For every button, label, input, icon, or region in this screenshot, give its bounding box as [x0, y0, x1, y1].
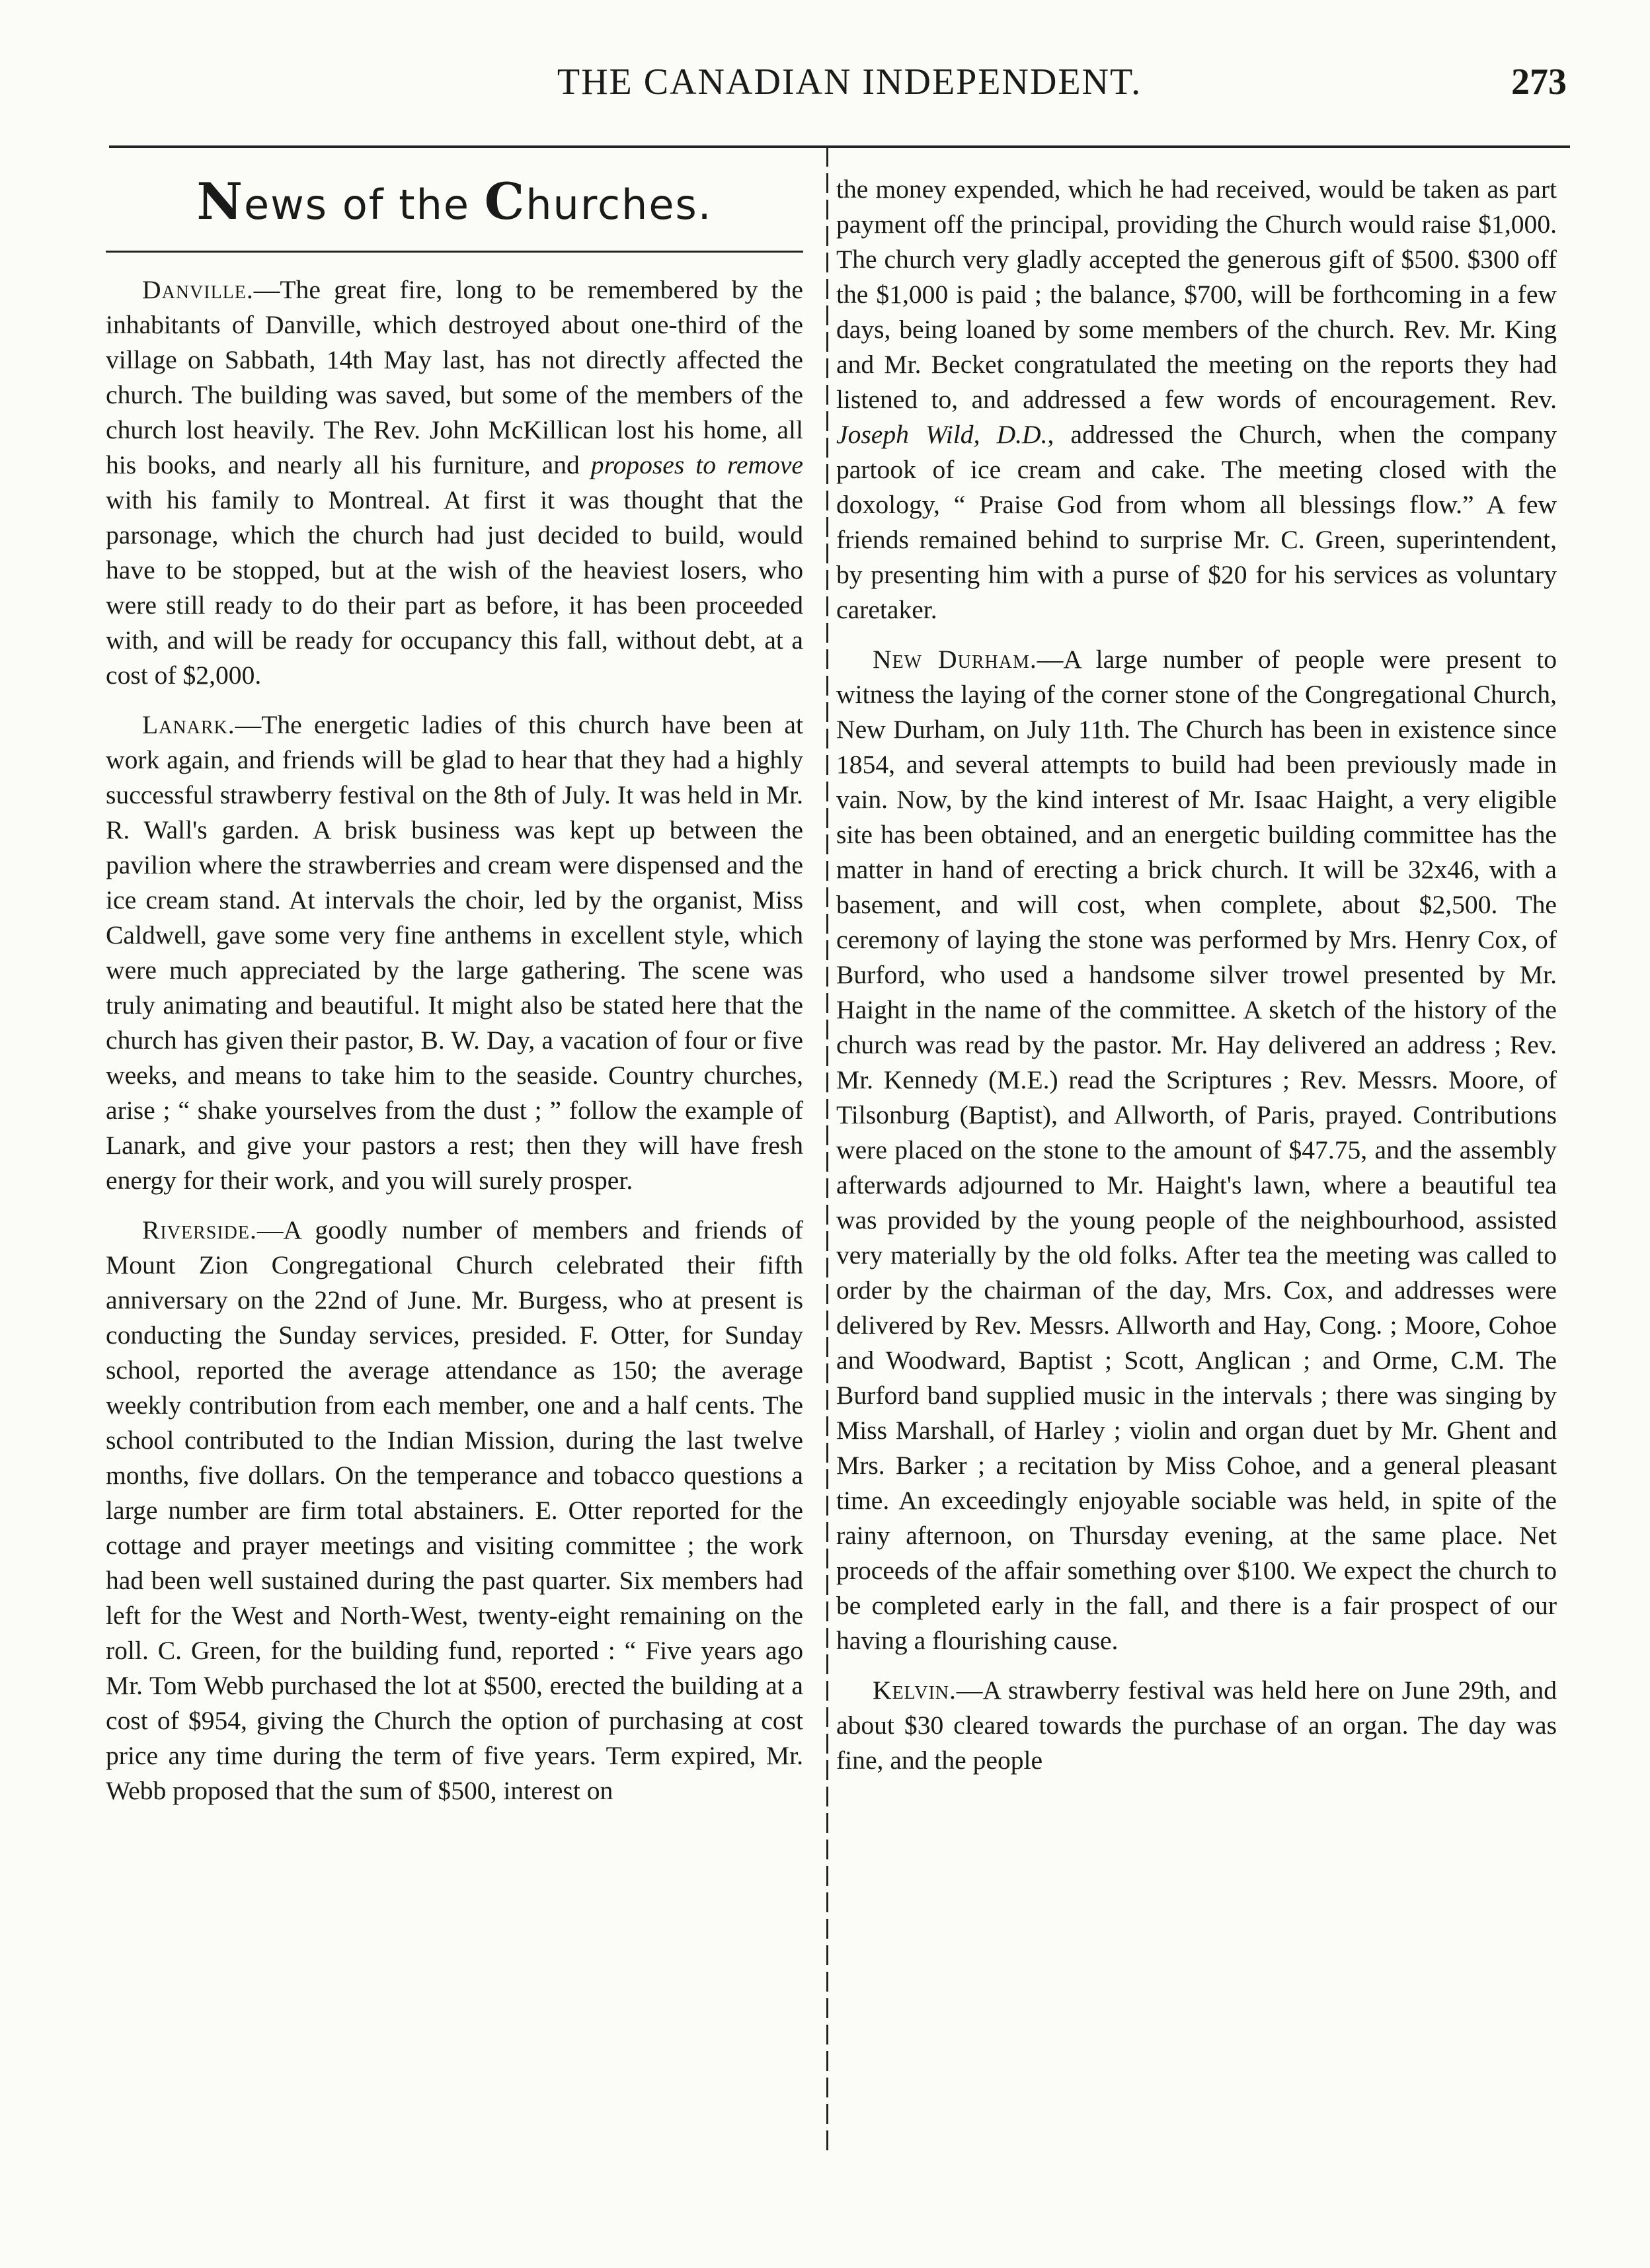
- article-text-riverside: —A goodly number of members and friends of Mount Zion Congregational Church celebrated their fifth anniversary on the 22nd of June. Mr. Burgess, who at present is conducting the Sunday services, presided. F. Otter, for Sunday school, reported the average attendance as 150; the average weekly contribution from each member, one and a half cents. The school contributed to the Indian Mission, during the last twelve months, five dollars. On the temperance and tobacco questions a large number are firm total abstainers. E. Otter reported for the cottage and prayer meetings and visiting committee ; the work had been well sustained during the past quarter. Six members had left for the West and North-West, twenty-eight remaining on the roll. C. Green, for the building fund, reported : “ Five years ago Mr. Tom Webb purchased the lot at $500, erected the building at a cost of $954, giving the Church the option of purchasing at cost price any time during the term of five years. Term expired, Mr. Webb proposed that the sum of $500, interest on: [106, 1215, 803, 1805]
- article-text-kelvin: —A strawberry festival was held here on June 29th, and about $30 cleared towards the purchase of an organ. The day was fine, and the people: [836, 1676, 1557, 1775]
- section-title-initial-n: N: [196, 172, 244, 231]
- header-rule: [109, 145, 1570, 148]
- article-riverside-continued: [836, 172, 1557, 628]
- article-kelvin: [836, 1673, 1557, 1778]
- article-place-new-durham: New Durham.: [873, 645, 1037, 674]
- section-title-part-2: hurches.: [526, 181, 713, 229]
- article-place-lanark: Lanark.: [142, 710, 235, 739]
- publication-title: THE CANADIAN INDEPENDENT.: [557, 61, 1142, 102]
- running-head: [139, 61, 1567, 114]
- page-number: 273: [1511, 61, 1567, 102]
- article-new-durham: [836, 642, 1557, 1658]
- column-divider: [826, 147, 828, 2157]
- section-title: [106, 172, 803, 253]
- article-riverside: [106, 1213, 803, 1808]
- article-place-kelvin: Kelvin.: [873, 1676, 957, 1705]
- article-text-danville-italic: proposes to remove: [590, 450, 803, 479]
- article-text-danville-1: —The great fire, long to be remembered by the inhabitants of Danville, which destroyed about one-third of the village on Sabbath, 14th May last, has not directly affected the church. The building was saved, but some of the members of the church lost heavily. The Rev. John McKillican lost his home, all his books, and nearly all his furniture, and: [106, 275, 803, 479]
- article-text-new-durham: —A large number of people were present to witness the laying of the corner stone of the Congregational Church, New Durham, on July 11th. The Church has been in existence since 1854, and several attempts to build had been previously made in vain. Now, by the kind interest of Mr. Isaac Haight, a very eligible site has been obtained, and an energetic building committee has the matter in hand of erecting a brick church. It will be 32x46, with a basement, and will cost, when complete, about $2,500. The ceremony of laying the stone was performed by Mrs. Henry Cox, of Burford, who used a handsome silver trowel presented by Mr. Haight in the name of the committee. A sketch of the history of the church was read by the pastor. Mr. Hay delivered an address ; Rev. Mr. Kennedy (M.E.) read the Scriptures ; Rev. Messrs. Moore, of Tilsonburg (Baptist), and Allworth, of Paris, prayed. Contributions were placed on the stone to the amount of $47.75, and the assembly afterwards adjourned to Mr. Haight's lawn, where a beautiful tea was provided by the young people of the neighbourhood, assisted very materially by the old folks. After tea the meeting was called to order by the chairman of the day, Mrs. Cox, and addresses were delivered by Rev. Messrs. Allworth and Hay, Cong. ; Moore, Cohoe and Woodward, Baptist ; Scott, Anglican ; and Orme, C.M. The Burford band supplied music in the intervals ; there was singing by Miss Marshall, of Harley ; violin and organ duet by Mr. Ghent and Mrs. Barker ; a recitation by Miss Cohoe, and a general pleasant time. An exceedingly enjoyable sociable was held, in spite of the rainy afternoon, on Thursday evening, at the same place. Net proceeds of the affair something over $100. We expect the church to be completed early in the fall, and there is a fair prospect of our having a flourishing cause.: [836, 645, 1557, 1655]
- article-place-danville: Danville.: [142, 275, 254, 304]
- section-title-initial-c: C: [484, 172, 526, 231]
- section-title-part-1: ews of the: [243, 181, 485, 229]
- article-text-riverside-cont-1: the money expended, which he had received, would be taken as part payment off the principal, providing the Church would raise $1,000. The church very gladly accepted the generous gift of $500. $300 off the $1,000 is paid ; the balance, $700, will be forthcoming in a few days, being loaned by some members of the church. Rev. Mr. King and Mr. Becket congratulated the meeting on the reports they had listened to, and addressed a few words of encouragement. Rev.: [836, 175, 1557, 414]
- left-column: [106, 159, 803, 1823]
- article-danville: [106, 272, 803, 693]
- article-lanark: [106, 708, 803, 1198]
- article-text-riverside-cont-2: , addressed the Church, when the company partook of ice cream and cake. The meeting closed with the doxology, “ Praise God from whom all blessings flow.” A few friends remained behind to surprise Mr. C. Green, superintendent, by presenting him with a purse of $20 for his services as voluntary caretaker.: [836, 420, 1557, 624]
- article-text-lanark: —The energetic ladies of this church have been at work again, and friends will be glad to hear that they had a highly successful strawberry festival on the 8th of July. It was held in Mr. R. Wall's garden. A brisk business was kept up between the pavilion where the strawberries and cream were dispensed and the ice cream stand. At intervals the choir, led by the organist, Miss Caldwell, gave some very fine anthems in excellent style, which were much appreciated by the large gathering. The scene was truly animating and beautiful. It might also be stated here that the church has given their pastor, B. W. Day, a vacation of four or five weeks, and means to take him to the seaside. Country churches, arise ; “ shake yourselves from the dust ; ” follow the example of Lanark, and give your pastors a rest; then they will have fresh energy for their work, and you will surely prosper.: [106, 710, 803, 1195]
- right-column: [836, 172, 1557, 1793]
- article-text-riverside-cont-italic: Joseph Wild, D.D.: [836, 420, 1048, 449]
- article-text-danville-2: with his family to Montreal. At first it was thought that the parsonage, which the church had just decided to build, would have to be stopped, but at the wish of the heaviest losers, who were still ready to do their part as before, it has been proceeded with, and will be ready for occupancy this fall, without debt, at a cost of $2,000.: [106, 485, 803, 690]
- article-place-riverside: Riverside.: [142, 1215, 257, 1244]
